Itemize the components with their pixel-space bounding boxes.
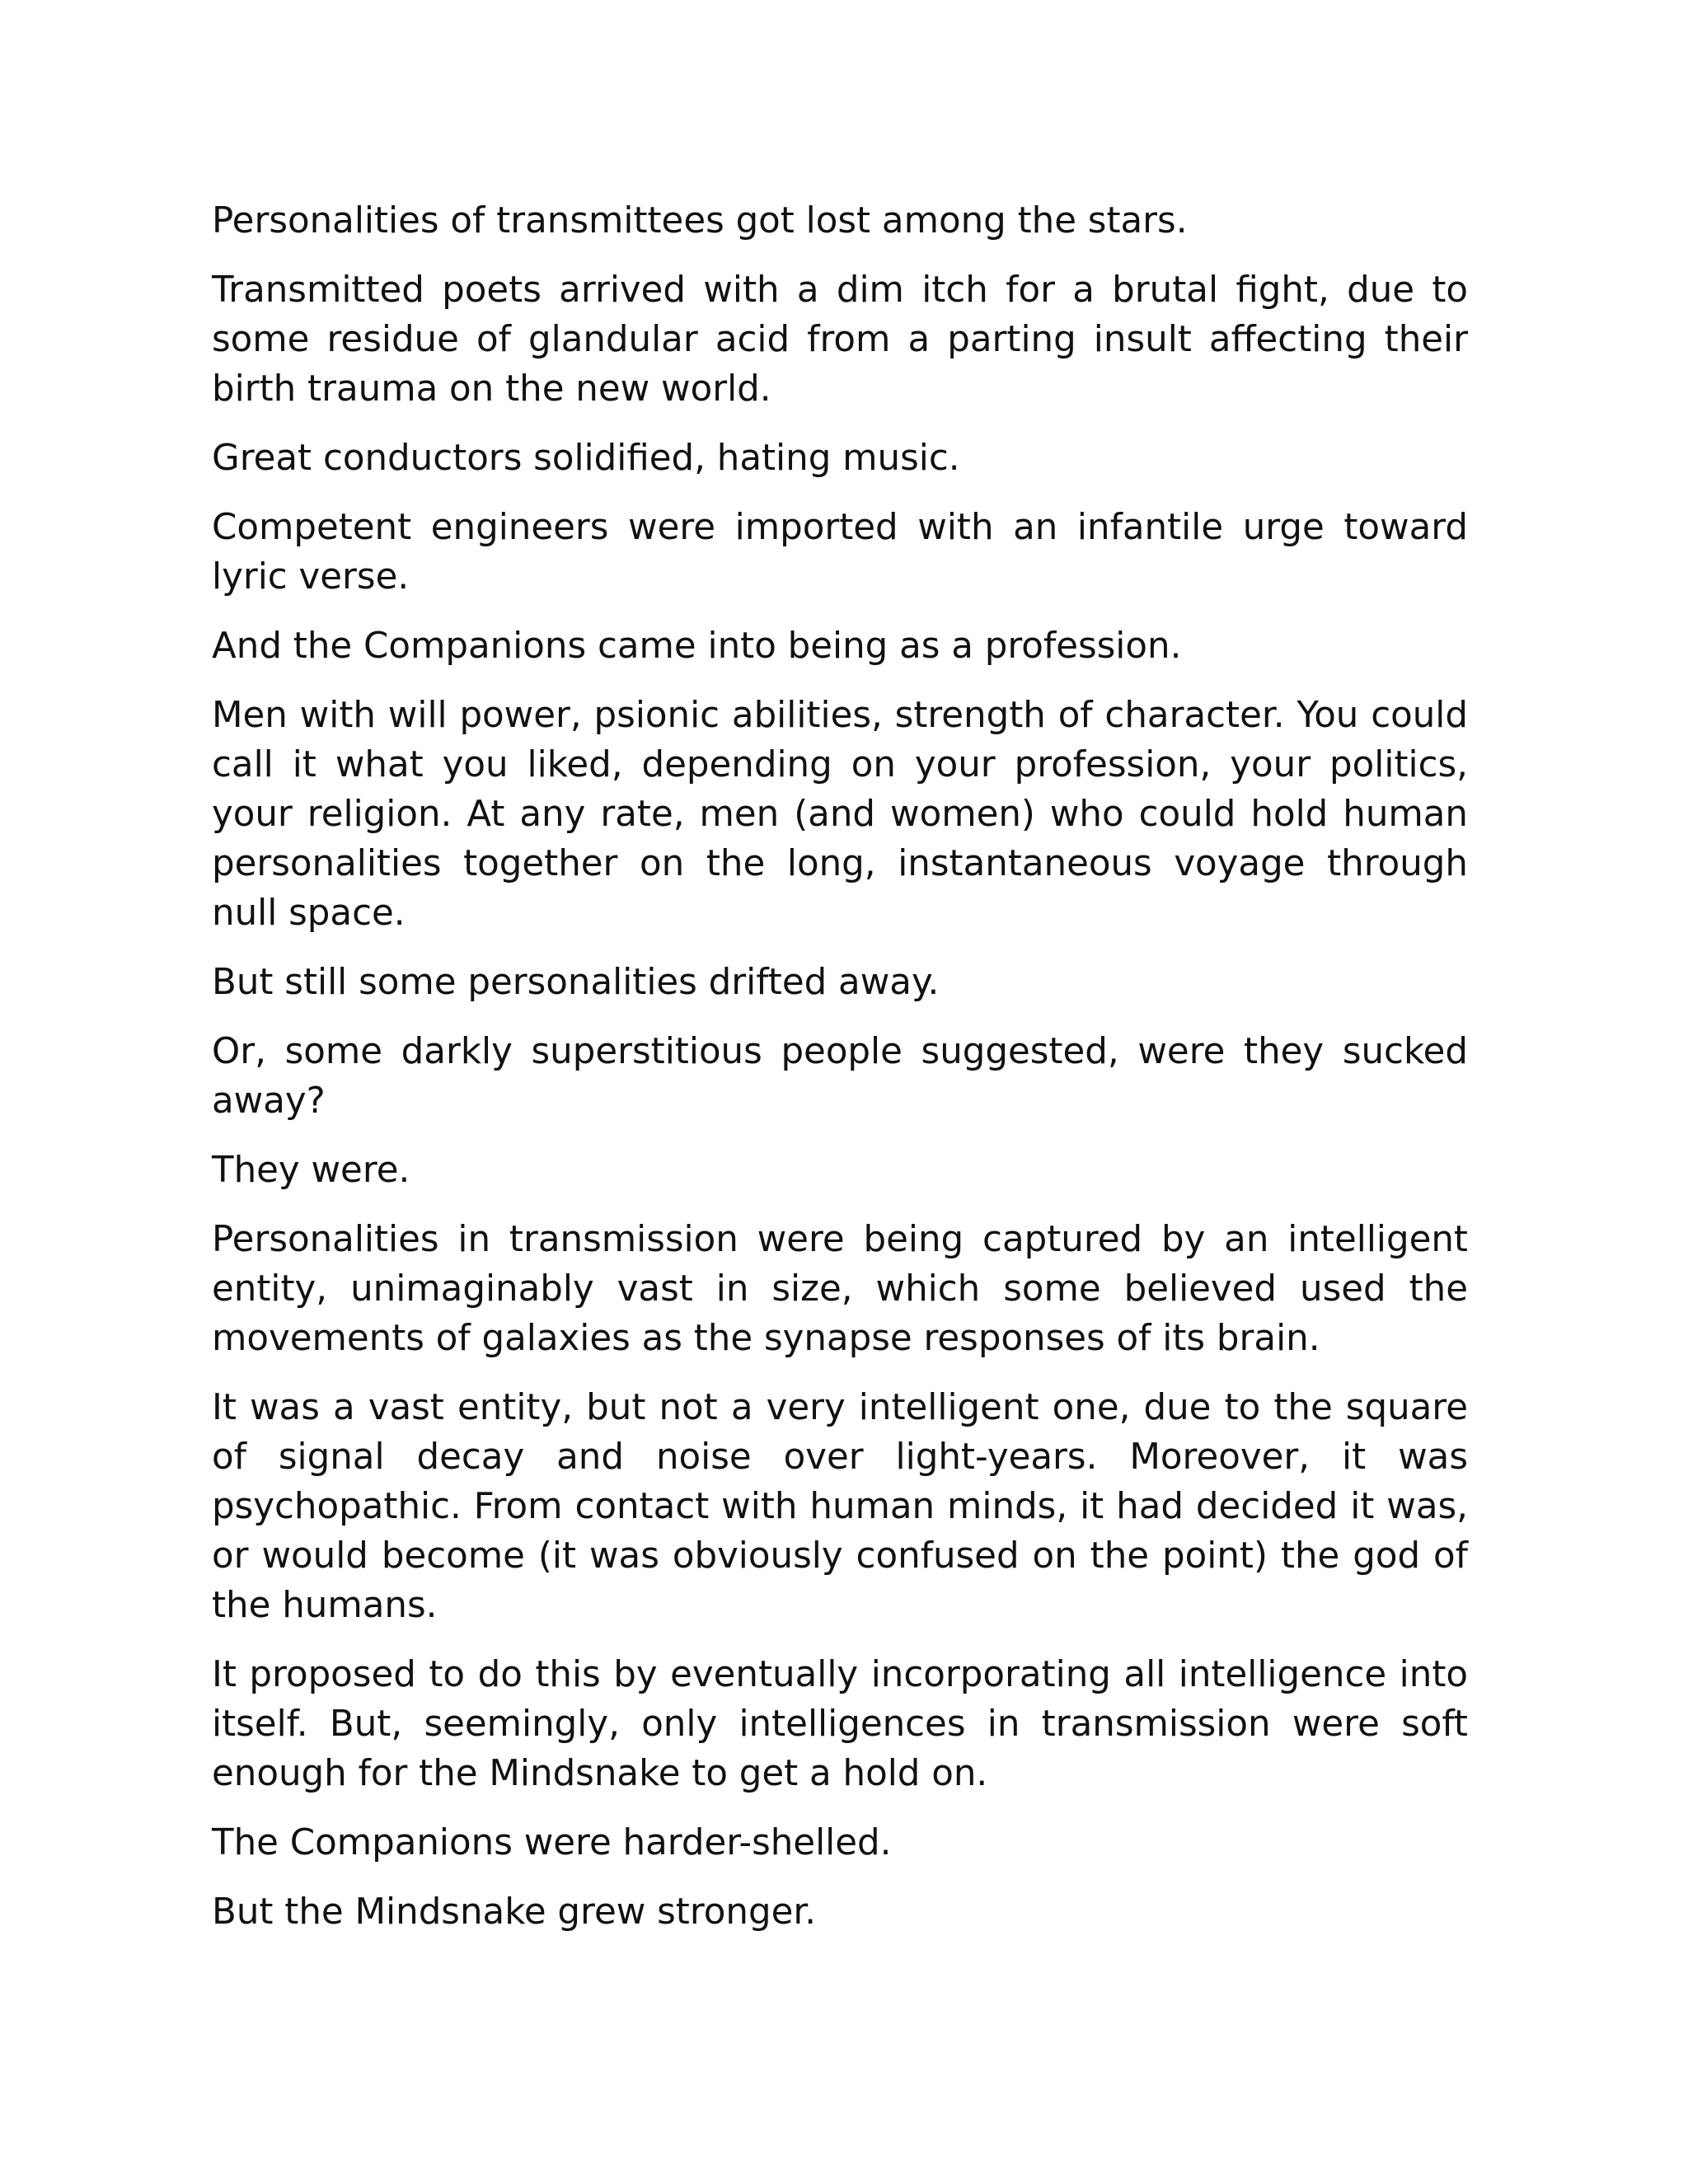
paragraph: And the Companions came into being as a profession. xyxy=(212,626,1182,667)
paragraph: But the Mindsnake grew stronger. xyxy=(212,1891,817,1933)
paragraph: But still some personalities drifted away. xyxy=(212,962,940,1003)
paragraph: It proposed to do this by eventually incorporating all intelligence into itself. But, seemingly, only intelligences in transmission were soft enough for the Mindsnake to get a hold on. xyxy=(212,1654,1468,1794)
paragraph: The Companions were harder-shelled. xyxy=(212,1822,892,1863)
paragraph: Personalities of transmittees got lost among the stars. xyxy=(212,200,1188,241)
paragraph: It was a vast entity, but not a very intelligent one, due to the square of signal decay and noise over light-years. Moreover, it was psychopathic. From contact with human minds, it had decided it was, or would become (it was obviously confused on the point) the god of the humans. xyxy=(212,1387,1468,1626)
paragraph: Great conductors solidified, hating music. xyxy=(212,438,960,479)
paragraph: Men with will power, psionic abilities, strength of character. You could call it what you liked, depending on your profession, your politics, your religion. At any rate, men (and women) who could hold human personalities together on the long, instantaneous voyage through null space. xyxy=(212,695,1468,934)
paragraph: Personalities in transmission were being captured by an intelligent entity, unimaginably vast in size, which some believed used the movements of galaxies as the synapse responses of its brain. xyxy=(212,1219,1468,1359)
paragraph: Or, some darkly superstitious people suggested, were they sucked away? xyxy=(212,1031,1468,1122)
paragraph: They were. xyxy=(212,1150,410,1191)
paragraph: Competent engineers were imported with an infantile urge toward lyric verse. xyxy=(212,507,1468,598)
document-body xyxy=(212,196,1468,1957)
paragraph: Transmitted poets arrived with a dim itch for a brutal fight, due to some residue of glandular acid from a parting insult affecting their birth trauma on the new world. xyxy=(212,269,1468,410)
